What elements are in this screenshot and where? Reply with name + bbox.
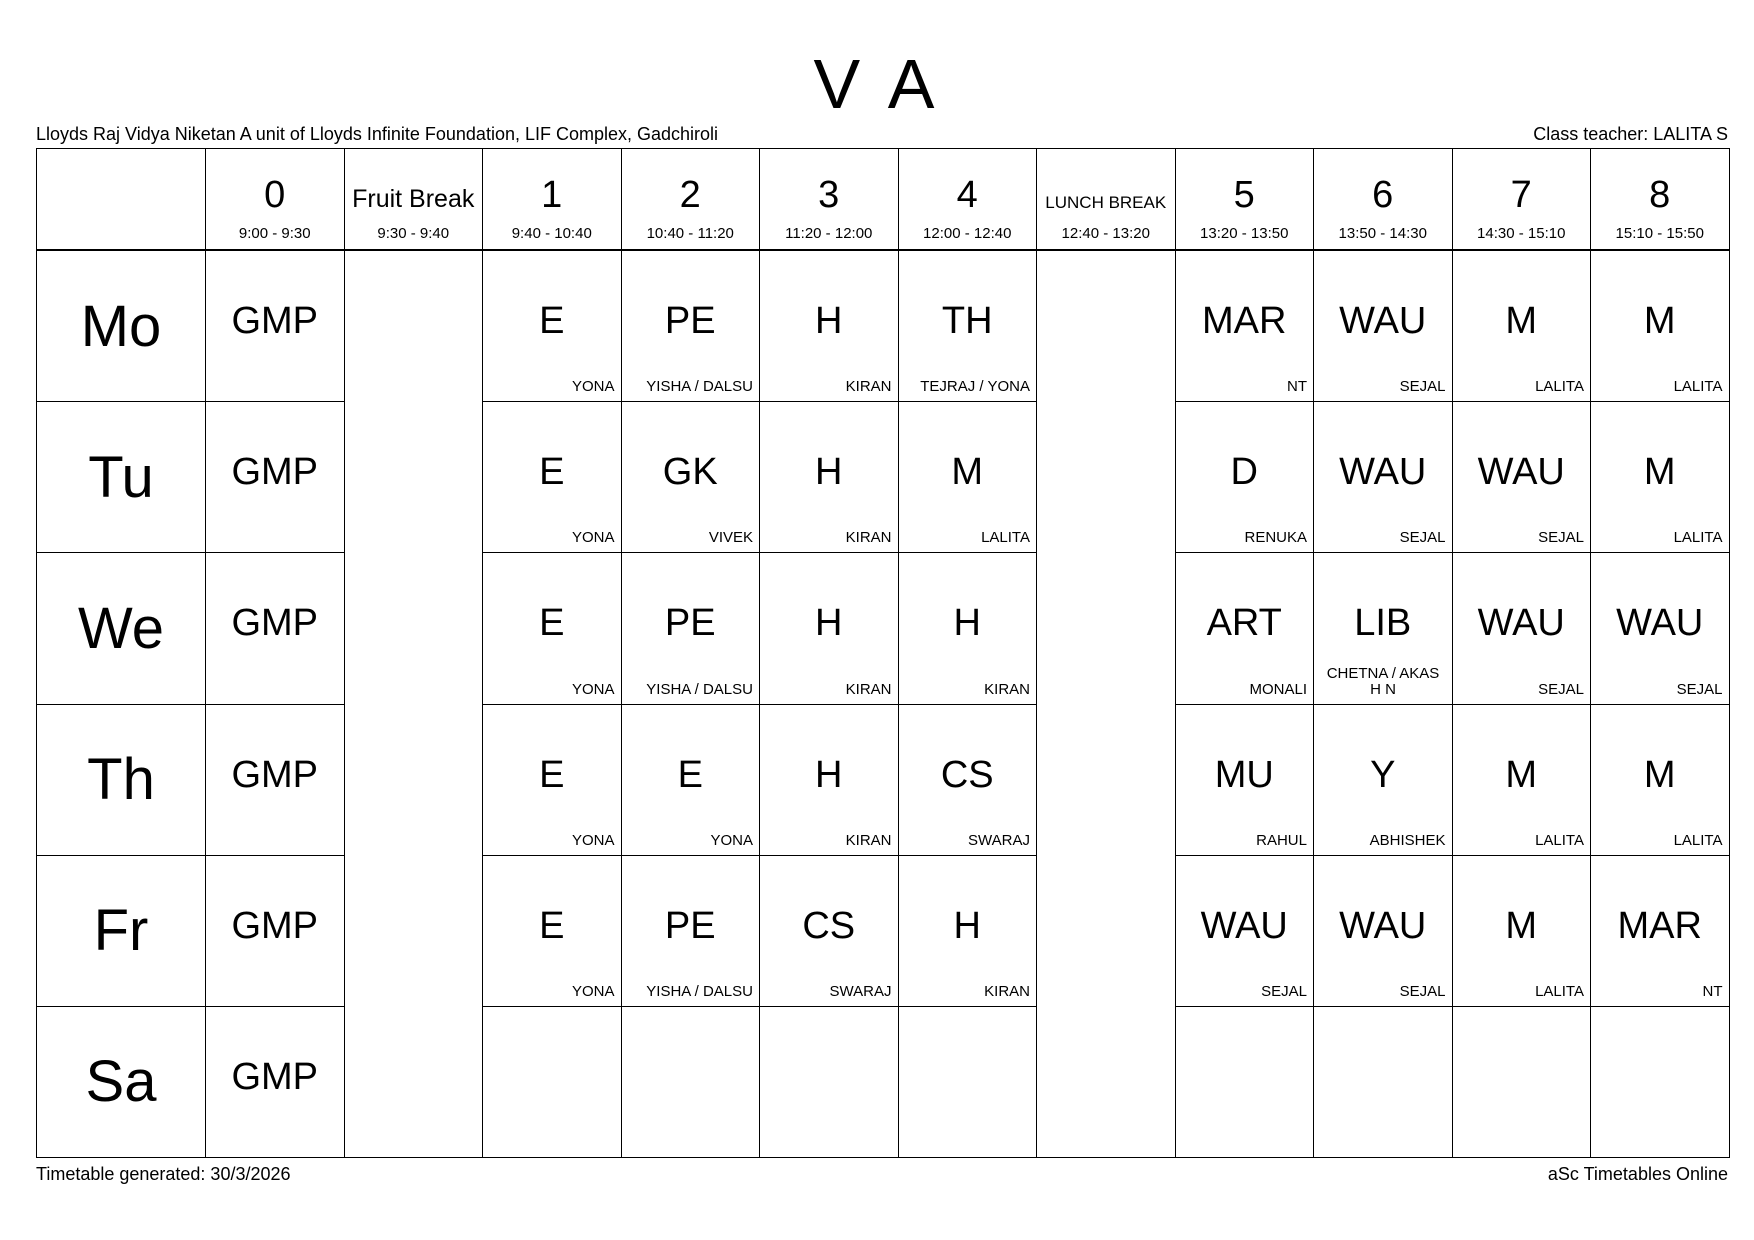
subject: H (815, 753, 843, 796)
teacher: SEJAL (1538, 680, 1584, 698)
period-header (1591, 149, 1730, 251)
period-time: 15:10 - 15:50 (1615, 225, 1704, 242)
subject: D (1230, 451, 1258, 494)
subject: MAR (1617, 904, 1702, 947)
subject: GMP (231, 1055, 319, 1098)
day-name: Mo (80, 293, 162, 359)
teacher: CHETNA / AKASH N (1326, 664, 1440, 698)
subject: GMP (231, 753, 319, 796)
teacher: YISHA / DALSU (646, 680, 753, 698)
teacher: LALITA (1673, 378, 1723, 396)
subject: H (815, 300, 843, 343)
subject: WAU (1477, 602, 1565, 645)
period-number: 5 (1233, 174, 1255, 216)
subject: E (539, 602, 565, 645)
subject: ART (1206, 602, 1282, 645)
lesson-cell[interactable] (760, 855, 899, 1006)
lesson-cell[interactable] (760, 704, 899, 855)
lesson-cell[interactable] (483, 704, 622, 855)
teacher: SWARAJ (968, 831, 1030, 849)
subject: WAU (1477, 451, 1565, 494)
lesson-cell[interactable] (1452, 402, 1591, 553)
teacher: YONA (710, 831, 753, 849)
lesson-cell[interactable] (898, 250, 1037, 402)
teacher: NT (1702, 982, 1723, 1000)
lesson-cell[interactable] (483, 855, 622, 1006)
subject: E (677, 753, 703, 796)
teacher: YONA (571, 982, 615, 1000)
lesson-cell[interactable] (1591, 704, 1730, 855)
teacher: YISHA / DALSU (646, 982, 753, 1000)
day-cell (37, 704, 206, 855)
day-row (37, 855, 1730, 1006)
day-row (37, 250, 1730, 402)
lesson-cell[interactable] (1175, 855, 1314, 1006)
teacher: LALITA (1673, 831, 1723, 849)
lesson-cell[interactable] (1314, 553, 1453, 704)
lesson-cell[interactable] (621, 855, 760, 1006)
teacher: YONA (571, 529, 615, 547)
brand-label: aSc Timetables Online (1547, 1164, 1728, 1184)
teacher: SWARAJ (829, 982, 892, 1000)
lesson-cell[interactable] (206, 855, 345, 1006)
lesson-cell[interactable] (1314, 855, 1453, 1006)
period-number: 7 (1510, 174, 1532, 216)
lesson-cell[interactable] (1591, 402, 1730, 553)
subject: WAU (1339, 300, 1427, 343)
lesson-cell[interactable] (898, 1006, 1037, 1157)
period-time: 10:40 - 11:20 (646, 225, 734, 242)
teacher: SEJAL (1538, 529, 1584, 547)
day-name: Sa (85, 1049, 157, 1115)
lesson-cell[interactable] (1314, 1006, 1453, 1157)
lesson-cell[interactable] (898, 704, 1037, 855)
lesson-cell[interactable] (760, 553, 899, 704)
day-row (37, 553, 1730, 704)
subject: GMP (231, 602, 319, 645)
lesson-cell[interactable] (1452, 250, 1591, 402)
subject: E (539, 904, 565, 947)
class-title: V A (813, 45, 941, 123)
lesson-cell[interactable] (1591, 553, 1730, 704)
teacher: SEJAL (1399, 529, 1446, 547)
lesson-cell[interactable] (1175, 553, 1314, 704)
period-header (483, 149, 622, 251)
teacher: TEJRAJ / YONA (920, 378, 1030, 396)
break-column-cell (1037, 250, 1176, 1157)
generated-date: Timetable generated: 30/3/2026 (36, 1164, 291, 1184)
subject: GMP (231, 904, 319, 947)
subject: MAR (1202, 300, 1287, 343)
period-number: 2 (679, 174, 701, 216)
subject: H (815, 602, 843, 645)
period-header (1314, 149, 1453, 251)
day-cell (37, 250, 206, 402)
period-time: 9:00 - 9:30 (238, 225, 311, 242)
lesson-cell[interactable] (1452, 704, 1591, 855)
period-number: 4 (956, 174, 978, 216)
teacher: SEJAL (1399, 378, 1446, 396)
lesson-cell[interactable] (1452, 1006, 1591, 1157)
period-header (1452, 149, 1591, 251)
subject: Y (1370, 753, 1396, 796)
period-time: 12:40 - 13:20 (1061, 225, 1150, 242)
day-name: We (78, 595, 164, 661)
subject: GMP (231, 300, 319, 343)
day-name: Th (87, 747, 155, 813)
teacher: YISHA / DALSU (646, 378, 753, 396)
break-name: LUNCH BREAK (1045, 193, 1167, 212)
subject: PE (664, 602, 716, 645)
subject: E (539, 451, 565, 494)
lesson-cell[interactable] (760, 1006, 899, 1157)
lesson-cell[interactable] (1314, 250, 1453, 402)
lesson-cell[interactable] (206, 250, 345, 402)
lesson-cell[interactable] (621, 553, 760, 704)
teacher: KIRAN (984, 680, 1030, 698)
school-name: Lloyds Raj Vidya Niketan A unit of Lloyds Infinite Foundation, LIF Complex, Gadchiroli (36, 124, 719, 144)
subject: H (953, 602, 981, 645)
subject: GMP (231, 451, 319, 494)
teacher: VIVEK (708, 529, 753, 547)
lesson-cell[interactable] (1175, 1006, 1314, 1157)
period-header (1175, 149, 1314, 251)
teacher: RENUKA (1244, 529, 1307, 547)
teacher: LALITA (1535, 982, 1584, 1000)
period-number: 3 (818, 174, 840, 216)
day-cell (37, 1006, 206, 1157)
lesson-cell[interactable] (621, 402, 760, 553)
subject: M (1643, 451, 1676, 494)
day-cell (37, 855, 206, 1006)
period-header (898, 149, 1037, 251)
day-cell (37, 553, 206, 704)
lesson-cell[interactable] (1314, 704, 1453, 855)
period-time: 9:40 - 10:40 (511, 225, 592, 242)
day-name: Fr (93, 898, 149, 964)
lesson-cell[interactable] (760, 250, 899, 402)
lesson-cell[interactable] (1175, 704, 1314, 855)
lesson-cell[interactable] (621, 250, 760, 402)
subject: M (951, 451, 984, 494)
lesson-cell[interactable] (1452, 553, 1591, 704)
lesson-cell[interactable] (898, 553, 1037, 704)
teacher: YONA (571, 831, 615, 849)
teacher: LALITA (1535, 831, 1584, 849)
corner-cell (37, 149, 206, 251)
teacher: SEJAL (1399, 982, 1446, 1000)
subject: E (539, 300, 565, 343)
teacher: KIRAN (845, 831, 892, 849)
lesson-cell[interactable] (1314, 402, 1453, 553)
lesson-cell[interactable] (621, 1006, 760, 1157)
subject: WAU (1616, 602, 1704, 645)
lesson-cell[interactable] (621, 704, 760, 855)
lesson-cell[interactable] (206, 402, 345, 553)
lesson-cell[interactable] (483, 1006, 622, 1157)
teacher: KIRAN (845, 378, 892, 396)
lesson-cell[interactable] (1452, 855, 1591, 1006)
lesson-cell[interactable] (1175, 402, 1314, 553)
lesson-cell[interactable] (483, 250, 622, 402)
break-column-cell (344, 250, 483, 1157)
teacher: LALITA (981, 529, 1030, 547)
period-time: 11:20 - 12:00 (785, 225, 873, 242)
day-name: Tu (88, 444, 154, 510)
teacher: KIRAN (845, 680, 892, 698)
break-header (1037, 149, 1176, 251)
header-row (37, 149, 1730, 251)
teacher: ABHISHEK (1369, 831, 1446, 849)
period-time: 12:00 - 12:40 (923, 225, 1012, 242)
period-time: 13:20 - 13:50 (1200, 225, 1289, 242)
teacher: YONA (571, 378, 615, 396)
lesson-cell[interactable] (1591, 1006, 1730, 1157)
teacher: KIRAN (845, 529, 892, 547)
day-row (37, 704, 1730, 855)
teacher: MONALI (1249, 680, 1307, 698)
teacher: LALITA (1535, 378, 1584, 396)
subject: PE (664, 300, 716, 343)
break-name: Fruit Break (352, 185, 475, 213)
lesson-cell[interactable] (483, 553, 622, 704)
lesson-cell[interactable] (1591, 250, 1730, 402)
lesson-cell[interactable] (483, 402, 622, 553)
period-header (621, 149, 760, 251)
lesson-cell[interactable] (898, 402, 1037, 553)
timetable-grid (36, 148, 1730, 1158)
subject: M (1505, 904, 1538, 947)
subject: M (1643, 300, 1676, 343)
subject: LIB (1354, 602, 1412, 645)
subject: H (815, 451, 843, 494)
period-header (206, 149, 345, 251)
teacher: SEJAL (1676, 680, 1723, 698)
subject: GK (662, 451, 718, 494)
period-number: 6 (1372, 174, 1394, 216)
subject: PE (664, 904, 716, 947)
subject: WAU (1339, 451, 1427, 494)
lesson-cell[interactable] (1175, 250, 1314, 402)
subject: M (1505, 753, 1538, 796)
teacher: LALITA (1673, 529, 1723, 547)
period-number: 0 (264, 174, 286, 216)
lesson-cell[interactable] (1591, 855, 1730, 1006)
lesson-cell[interactable] (760, 402, 899, 553)
day-row (37, 1006, 1730, 1157)
teacher: SEJAL (1261, 982, 1307, 1000)
period-time: 9:30 - 9:40 (377, 225, 450, 242)
day-cell (37, 402, 206, 553)
teacher: NT (1287, 378, 1307, 396)
subject: MU (1214, 753, 1274, 796)
subject: CS (940, 753, 994, 796)
period-time: 14:30 - 15:10 (1477, 225, 1566, 242)
lesson-cell[interactable] (898, 855, 1037, 1006)
lesson-cell[interactable] (206, 704, 345, 855)
period-header (760, 149, 899, 251)
lesson-cell[interactable] (206, 1006, 345, 1157)
subject: TH (941, 300, 993, 343)
subject: E (539, 753, 565, 796)
subject: M (1505, 300, 1538, 343)
subject: H (953, 904, 981, 947)
break-header (344, 149, 483, 251)
teacher: YONA (571, 680, 615, 698)
subject: WAU (1200, 904, 1288, 947)
teacher: KIRAN (984, 982, 1030, 1000)
lesson-cell[interactable] (206, 553, 345, 704)
period-time: 13:50 - 14:30 (1338, 225, 1427, 242)
subject: WAU (1339, 904, 1427, 947)
day-row (37, 402, 1730, 553)
period-number: 1 (541, 174, 563, 216)
class-teacher: Class teacher: LALITA S (1533, 124, 1728, 144)
subject: M (1643, 753, 1676, 796)
period-number: 8 (1649, 174, 1671, 216)
subject: CS (802, 904, 856, 947)
teacher: RAHUL (1256, 831, 1307, 849)
